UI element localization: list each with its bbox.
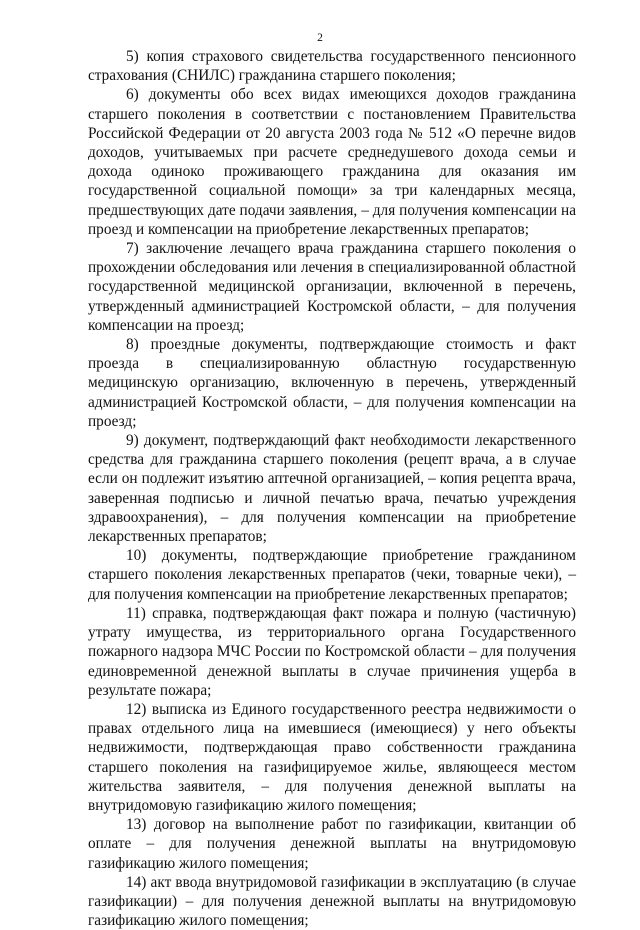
list-item-9: 9) документ, подтверждающий факт необходимости лекарственного средства для гражданина старшего поколения (рецепт врача, а в случае если он подлежит изъятию аптечной организацией, – копия рецепта врача, заверенная подписью и личной печатью врача, печатью учреждения здравоохранения), – для получения компенсации на приобретение лекарственных препаратов; <box>88 432 576 546</box>
list-item-11: 11) справка, подтверждающая факт пожара и полную (частичную) утрату имущества, из территориального органа Государственного пожарного надзора МЧС России по Костромской области – для получения единовременной денежной выплаты в случае причинения ущерба в результате пожара; <box>88 604 576 699</box>
page-number: 2 <box>317 32 323 44</box>
list-item-14: 14) акт ввода внутридомовой газификации в эксплуатацию (в случае газификации) – для получения денежной выплаты на внутридомовую газификацию жилого помещения; <box>88 873 576 930</box>
list-item-5: 5) копия страхового свидетельства государственного пенсионного страхования (СНИЛС) гражданина старшего поколения; <box>88 48 576 85</box>
list-item-8: 8) проездные документы, подтверждающие стоимость и факт проезда в специализированную областную государственную медицинскую организацию, включенную в перечень, утвержденный администрацией Костромской области, – для получения компенсации на проезд; <box>88 336 576 430</box>
list-item-7: 7) заключение лечащего врача гражданина старшего поколения о прохождении обследования или лечения в специализированной областной государственной медицинской организации, включенной в перечень, утвержденный администрацией Костромской области, – для получения компенсации на проезд; <box>88 240 576 334</box>
document-body <box>88 47 576 930</box>
list-item-12: 12) выписка из Единого государственного реестра недвижимости о правах отдельного лица на имевшиеся (имеющиеся) у него объекты недвижимости, подтверждающая право собственности гражданина старшего поколения на газифицируемое жилье, являющееся местом жительства заявителя, – для получения денежной выплаты на внутридомовую газификацию жилого помещения; <box>88 700 576 814</box>
list-item-13: 13) договор на выполнение работ по газификации, квитанции об оплате – для получения денежной выплаты на внутридомовую газификацию жилого помещения; <box>88 816 576 872</box>
list-item-6: 6) документы обо всех видах имеющихся доходов гражданина старшего поколения в соответствии с постановлением Правительства Российской Федерации от 20 августа 2003 года № 512 «О перечне видов доходов, учитываемых при расчете среднедушевого дохода семьи и дохода одиноко проживающего гражданина для оказания им государственной социальной помощи» за три календарных месяца, предшествующих дате подачи заявления, – для получения компенсации на проезд и компенсации на приобретение лекарственных препаратов; <box>88 86 576 238</box>
list-item-10: 10) документы, подтверждающие приобретение гражданином старшего поколения лекарственных препаратов (чеки, товарные чеки), – для получения компенсации на приобретение лекарственных препаратов; <box>88 547 576 603</box>
